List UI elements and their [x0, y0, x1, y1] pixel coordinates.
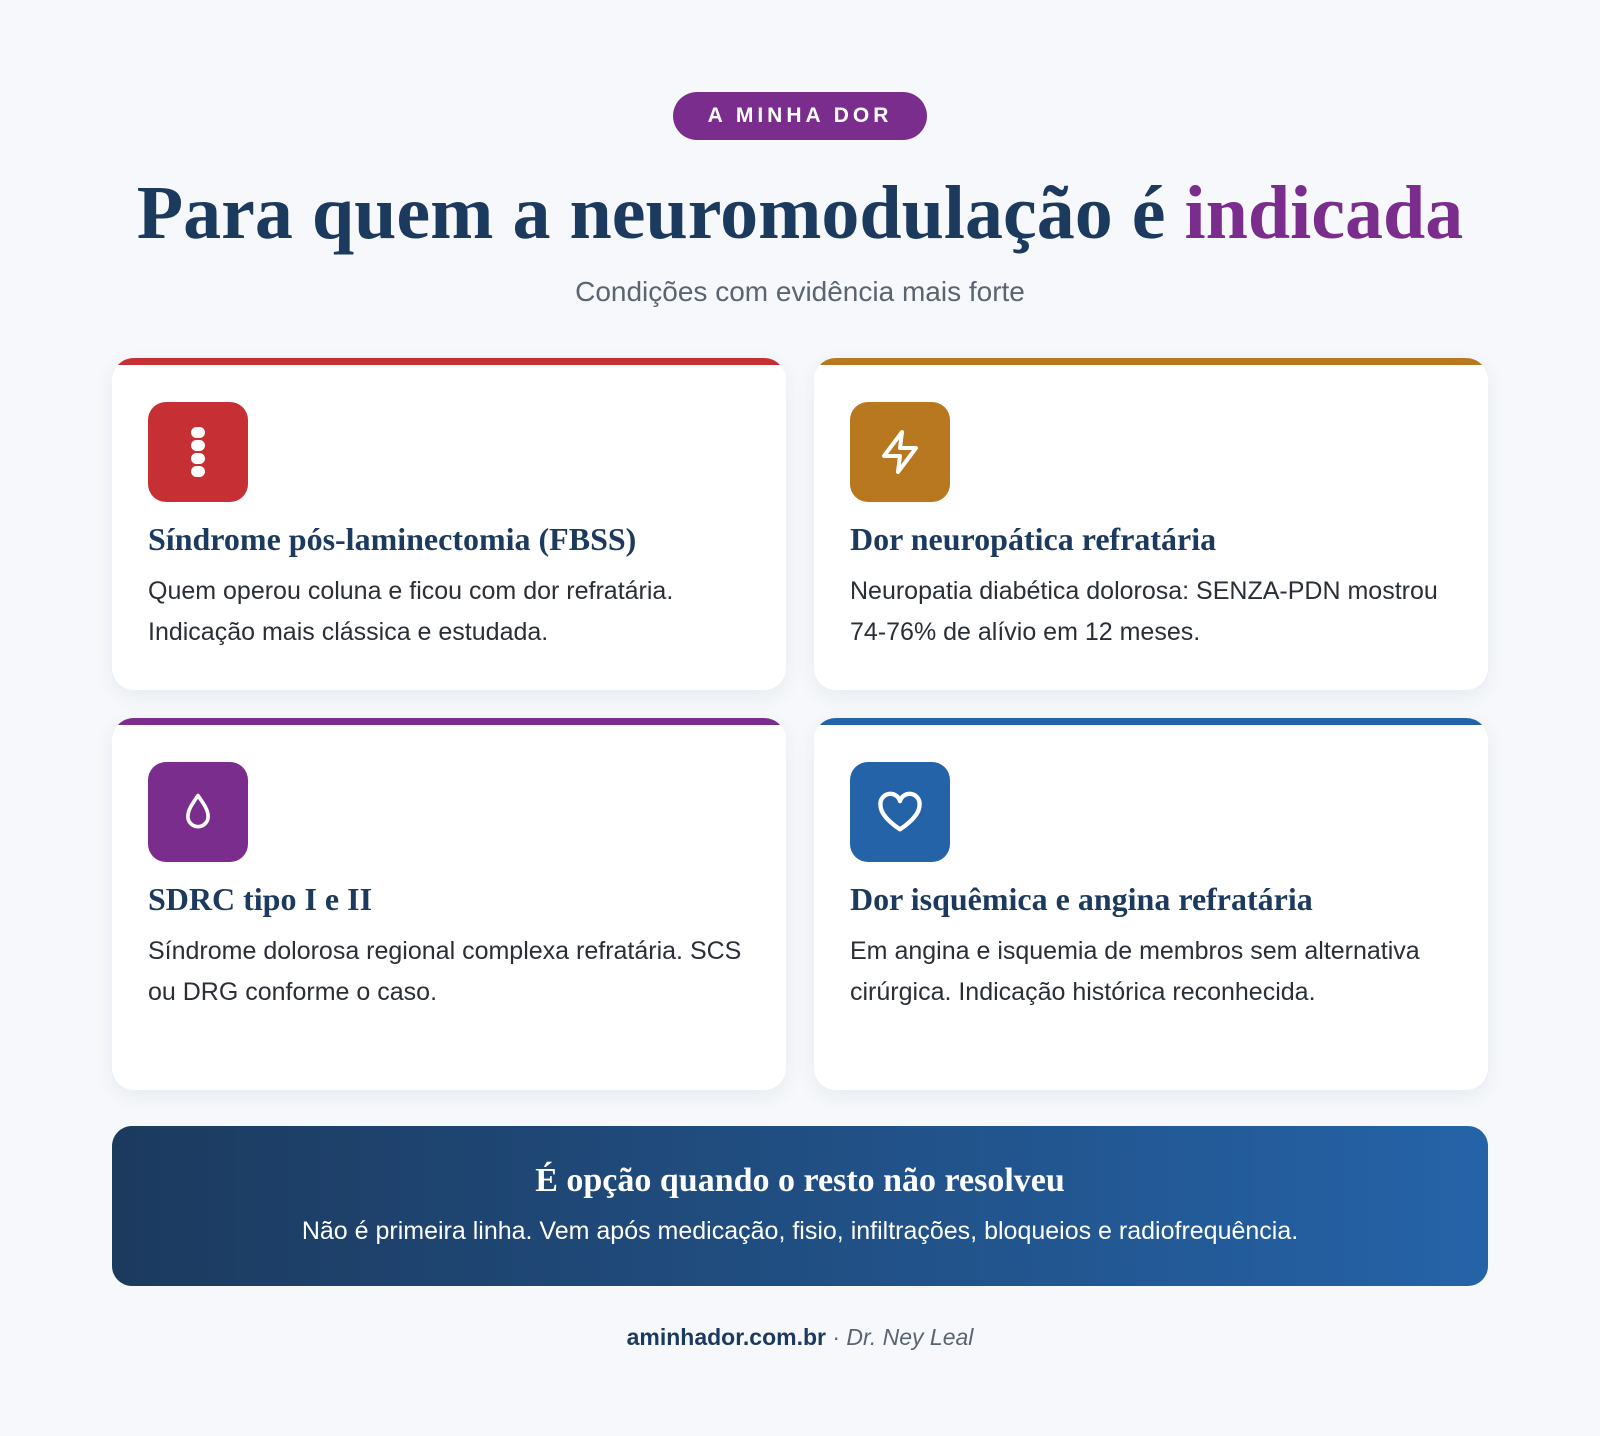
callout-banner	[112, 1126, 1488, 1286]
spine-icon	[148, 402, 248, 502]
card-title: Dor neuropática refratária	[850, 521, 1217, 557]
card-title: Síndrome pós-laminectomia (FBSS)	[148, 521, 637, 557]
droplet-icon	[148, 762, 248, 862]
lightning-icon	[850, 402, 950, 502]
card-text: Síndrome dolorosa regional complexa refratária. SCS ou DRG conforme o caso.	[148, 937, 742, 1006]
footer	[0, 1322, 1600, 1352]
page-title-main: Para quem a neuromodulação é	[136, 171, 1185, 255]
banner-text: Não é primeira linha. Vem após medicação, fisio, infiltrações, bloqueios e radiofrequência.	[301, 1217, 1299, 1245]
page-title	[0, 168, 1600, 258]
card-text: Neuropatia diabética dolorosa: SENZA-PDN mostrou 74-76% de alívio em 12 meses.	[850, 577, 1438, 646]
card-title: Dor isquêmica e angina refratária	[850, 881, 1313, 917]
page-title-accent: indicada	[1184, 171, 1464, 255]
page-subtitle: Condições com evidência mais forte	[575, 276, 1025, 307]
condition-card-ischemic	[814, 718, 1488, 1090]
card-text: Quem operou coluna e ficou com dor refratária. Indicação mais clássica e estudada.	[148, 577, 674, 646]
section-badge: A MINHA DOR	[673, 92, 927, 140]
card-title: SDRC tipo I e II	[148, 881, 373, 917]
card-accent-bar	[814, 358, 1488, 365]
footer-site: aminhador.com.br	[626, 1324, 826, 1350]
footer-separator: ·	[825, 1324, 847, 1350]
card-text: Em angina e isquemia de membros sem alternativa cirúrgica. Indicação histórica reconhecida.	[850, 937, 1420, 1006]
banner-title: É opção quando o resto não resolveu	[535, 1162, 1065, 1199]
condition-card-neuropathic	[814, 358, 1488, 690]
card-accent-bar	[112, 358, 786, 365]
heart-icon	[850, 762, 950, 862]
condition-card-fbss	[112, 358, 786, 690]
condition-card-sdrc	[112, 718, 786, 1090]
footer-author: Dr. Ney Leal	[846, 1324, 974, 1350]
card-accent-bar	[112, 718, 786, 725]
card-accent-bar	[814, 718, 1488, 725]
